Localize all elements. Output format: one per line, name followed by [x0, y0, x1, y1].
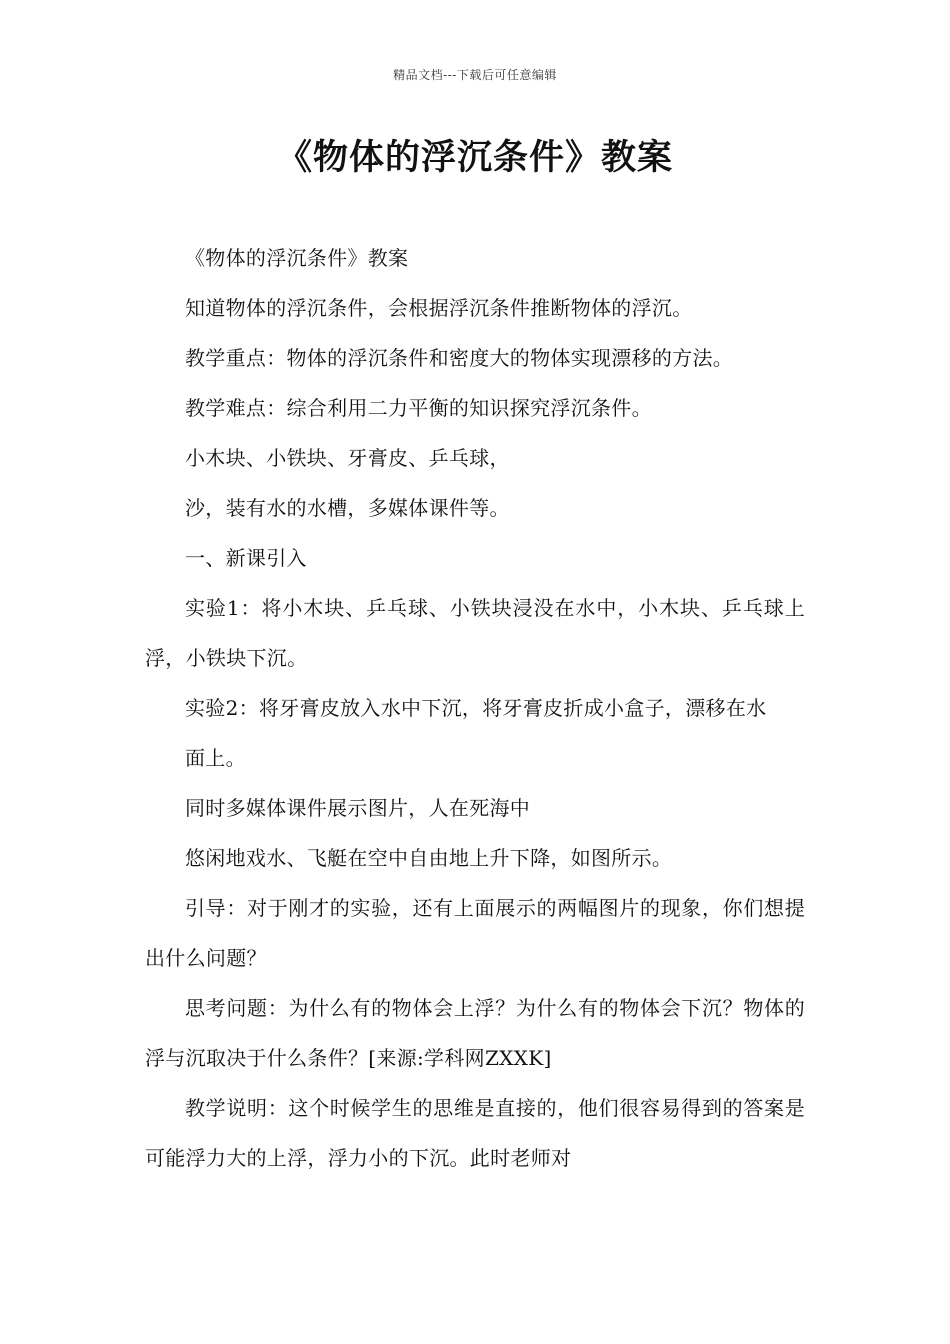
paragraph-multimedia-1: 同时多媒体课件展示图片，人在死海中: [185, 796, 531, 820]
paragraph-experiment-2-cont: 面上。: [185, 746, 246, 770]
document-title: 《物体的浮沉条件》教案: [276, 138, 673, 178]
paragraph-experiment-2: 实验2：将牙膏皮放入水中下沉，将牙膏皮折成小盒子，漂移在水: [185, 696, 767, 720]
paragraph-guidance: 引导：对于刚才的实验，还有上面展示的两幅图片的现象，你们想提出什么问题？: [145, 896, 805, 970]
document-body: [145, 233, 805, 1183]
paragraph-materials-1: 小木块、小铁块、牙膏皮、乒乓球，: [185, 446, 510, 470]
paragraph-objective: 知道物体的浮沉条件，会根据浮沉条件推断物体的浮沉。: [185, 296, 693, 320]
paragraph-section-heading: 一、新课引入: [185, 546, 307, 570]
paragraph-difficulty: 教学难点：综合利用二力平衡的知识探究浮沉条件。: [185, 396, 652, 420]
header-note: 精品文档---下载后可任意编辑: [393, 68, 557, 82]
paragraph-experiment-1: 实验1：将小木块、乒乓球、小铁块浸没在水中，小木块、乒乓球上浮，小铁块下沉。: [145, 596, 805, 670]
paragraph-teaching-note: 教学说明：这个时候学生的思维是直接的，他们很容易得到的答案是可能浮力大的上浮，浮力小的下沉。此时老师对: [145, 1096, 805, 1170]
paragraph-key-point: 教学重点：物体的浮沉条件和密度大的物体实现漂移的方法。: [185, 346, 734, 370]
paragraph-materials-2: 沙，装有水的水槽，多媒体课件等。: [185, 496, 510, 520]
paragraph-subtitle: 《物体的浮沉条件》教案: [185, 246, 409, 270]
paragraph-questions: 思考问题：为什么有的物体会上浮？为什么有的物体会下沉？物体的浮与沉取决于什么条件？[来源:学科网ZXXK]: [145, 996, 805, 1070]
paragraph-multimedia-2: 悠闲地戏水、飞艇在空中自由地上升下降，如图所示。: [185, 846, 673, 870]
